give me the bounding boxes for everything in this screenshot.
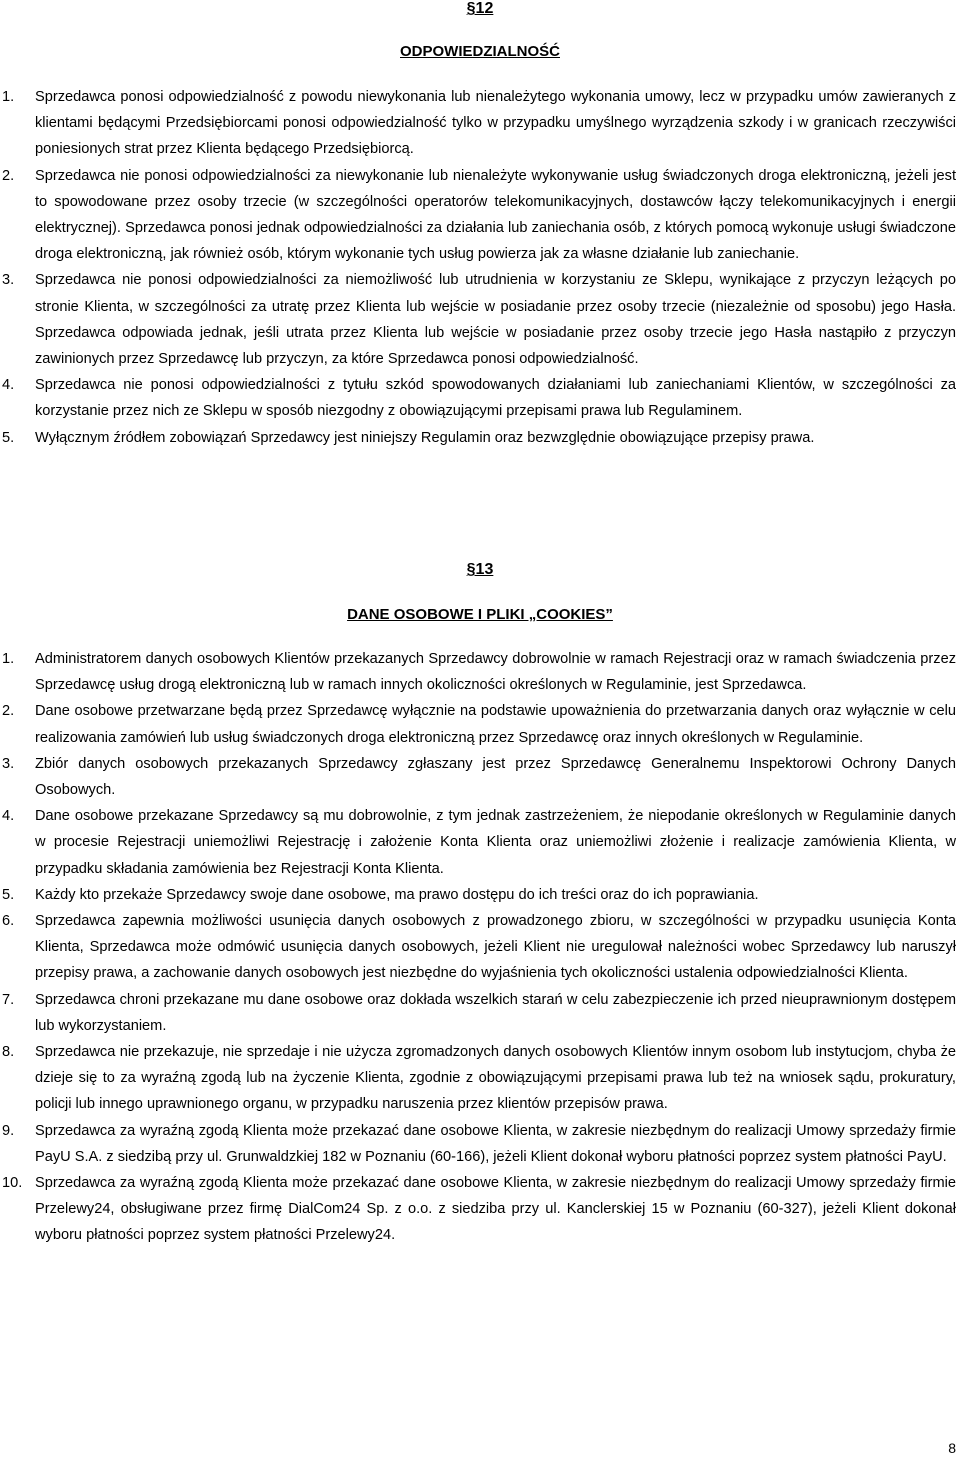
section-13-list: [0, 646, 960, 1249]
list-item-number: 6.: [2, 913, 15, 930]
list-item-text: Dane osobowe przetwarzane będą przez Sprzedawcę wyłącznie na podstawie upoważnienia do przetwarzania danych oraz wyłącznie w celu realizowania zamówień lub usług świadczonych droga elektroniczną przez Sprzedawcę oraz innych określonych w Regulaminie.: [35, 703, 956, 746]
list-item-text: Każdy kto przekaże Sprzedawcy swoje dane osobowe, ma prawo dostępu do ich treści oraz do ich poprawiania.: [35, 886, 759, 903]
list-item-text: Sprzedawca chroni przekazane mu dane osobowe oraz dokłada wszelkich starań w celu zabezpieczenie ich przed nieuprawnionym dostępem lub wykorzystaniem.: [35, 991, 956, 1034]
list-item: [0, 987, 960, 1039]
section-13-number: §13: [466, 561, 494, 578]
list-item-text: Wyłącznym źródłem zobowiązań Sprzedawcy jest niniejszy Regulamin oraz bezwzględnie obowiązujące przepisy prawa.: [35, 429, 815, 446]
page-number: 8: [948, 1440, 956, 1456]
list-item-number: 4.: [2, 377, 15, 394]
list-item-number: 1.: [2, 89, 15, 105]
list-item-number: 10.: [2, 1175, 23, 1192]
list-item-number: 2.: [2, 703, 15, 720]
list-item-number: 3.: [2, 755, 15, 772]
list-item: [0, 425, 960, 451]
section-13-title: DANE OSOBOWE I PLIKI „COOKIES”: [347, 606, 613, 623]
list-item: [0, 751, 960, 803]
list-item-text: Sprzedawca nie ponosi odpowiedzialności za niemożliwość lub utrudnienia w korzystaniu ze Sklepu, wynikające z przyczyn leżących po stronie Klienta, w szczególności za utratę przez Klienta lub wejście w posiadanie przez osoby trzecie (niezależnie od sposobu) jego Hasła. Sprzedawca odpowiada jednak, jeśli utrata przez Klienta lub wejście w posiadanie przez osoby trzecie jego Hasła nastąpiło z przyczyn zawinionych przez Sprzedawcę lub przyczyn, za które Sprzedawca ponosi odpowiedzialność.: [35, 272, 956, 368]
list-item-number: 1.: [2, 651, 15, 667]
list-item-number: 7.: [2, 991, 15, 1008]
list-item-number: 2.: [2, 167, 15, 184]
section-12-title: ODPOWIEDZIALNOŚĆ: [400, 43, 560, 60]
list-item-number: 3.: [2, 272, 15, 289]
list-item-number: 5.: [2, 886, 15, 903]
list-item-number: 5.: [2, 429, 15, 446]
list-item-number: 8.: [2, 1044, 15, 1061]
section-12-list: [0, 84, 960, 451]
list-item: [0, 1039, 960, 1118]
list-item: [0, 698, 960, 750]
list-item-text: Dane osobowe przekazane Sprzedawcy są mu dobrowolnie, z tym jednak zastrzeżeniem, że niepodanie określonych w Regulaminie danych w procesie Rejestracji uniemożliwi Rejestrację i założenie Konta Klienta oraz uniemożliwi złożenie i realizacje zamówienia Klienta, w przypadku składania zamówienia bez Rejestracji Konta Klienta.: [35, 808, 956, 877]
list-item-text: Sprzedawca nie ponosi odpowiedzialności z tytułu szkód spowodowanych działaniami lub zaniechaniami Klientów, w szczególności za korzystanie przez nich ze Sklepu w sposób niezgodny z obowiązującymi przepisami prawa lub Regulaminem.: [35, 377, 956, 420]
list-item: [0, 267, 960, 372]
list-item-number: 9.: [2, 1122, 15, 1139]
list-item-text: Administratorem danych osobowych Klientów przekazanych Sprzedawcy dobrowolnie w ramach Rejestracji oraz w ramach świadczenia przez Sprzedawcę usług drogą elektroniczną lub w ramach innych okoliczności określonych w Regulaminie, jest Sprzedawca.: [35, 651, 956, 694]
list-item: [0, 646, 960, 698]
list-item-text: Sprzedawca za wyraźną zgodą Klienta może przekazać dane osobowe Klienta, w zakresie niezbędnym do realizacji Umowy sprzedaży firmie Przelewy24, obsługiwane przez firmę DialCom24 Sp. z o.o. z siedziba przy ul. Kanclerskiej 15 w Poznaniu (60-327), jeżeli Klient dokonał wyboru płatności poprzez system płatności Przelewy24.: [35, 1175, 956, 1244]
list-item: [0, 908, 960, 987]
list-item: [0, 1170, 960, 1249]
list-item-text: Zbiór danych osobowych przekazanych Sprzedawcy zgłaszany jest przez Sprzedawcę Generalnemu Inspektorowi Ochrony Danych Osobowych.: [35, 755, 956, 799]
list-item: [0, 163, 960, 268]
list-item: [0, 882, 960, 908]
list-item-text: Sprzedawca zapewnia możliwości usunięcia danych osobowych z prowadzonego zbioru, w szczególności w przypadku usunięcia Konta Klienta, Sprzedawca może odmówić usunięcia danych osobowych, jeżeli Klient nie uregulował należności wobec Sprzedawcy lub naruszył przepisy prawa, a zachowanie danych osobowych jest niezbędne do wyjaśnienia tych okoliczności ustalenia odpowiedzialności Klienta.: [35, 913, 956, 982]
list-item: [0, 1118, 960, 1170]
list-item-text: Sprzedawca nie ponosi odpowiedzialności za niewykonanie lub nienależyte wykonywanie usług świadczonych droga elektroniczną, jeżeli jest to spowodowane przez osoby trzecie (w szczególności operatorów telekomunikacyjnych, dostawców łączy telekomunikacyjnych i energii elektrycznej). Sprzedawca ponosi jednak odpowiedzialności za działania lub zaniechania osób, z których pomocą wykonuje usługi świadczone droga elektroniczną, jak również osób, którym wykonanie tych usług powierza jak za własne działanie lub zaniechanie.: [35, 167, 956, 263]
list-item-text: Sprzedawca nie przekazuje, nie sprzedaje i nie użyczа zgromadzonych danych osobowych Klientów innym osobom lub instytucjom, chyba że dzieje się to za wyraźną zgodą lub na życzenie Klienta, zgodnie z obowiązującymi przepisami prawa lub też na wniosek sądu, prokuratury, policji lub innego uprawnionego organu, w przypadku naruszenia przez klientów przepisów prawa.: [35, 1044, 956, 1113]
list-item-text: Sprzedawca ponosi odpowiedzialność z powodu niewykonania lub nienależytego wykonania umowy, lecz w przypadku umów zawieranych z klientami będącymi Przedsiębiorcami ponosi odpowiedzialność tylko w przypadku umyślnego wyrządzenia szkody i w granicach rzeczywiści poniesionych strat przez Klienta będącego Przedsiębiorcą.: [35, 89, 956, 158]
list-item: [0, 803, 960, 882]
section-12-number: §12: [466, 0, 494, 17]
list-item-text: Sprzedawca za wyraźną zgodą Klienta może przekazać dane osobowe Klienta, w zakresie niezbędnym do realizacji Umowy sprzedaży firmie PayU S.A. z siedzibą przy ul. Grunwaldzkiej 182 w Poznaniu (60-166), jeżeli Klient dokonał wyboru płatności poprzez system płatności PayU.: [35, 1122, 956, 1165]
list-item: [0, 372, 960, 424]
list-item-number: 4.: [2, 808, 15, 825]
list-item: [0, 84, 960, 163]
